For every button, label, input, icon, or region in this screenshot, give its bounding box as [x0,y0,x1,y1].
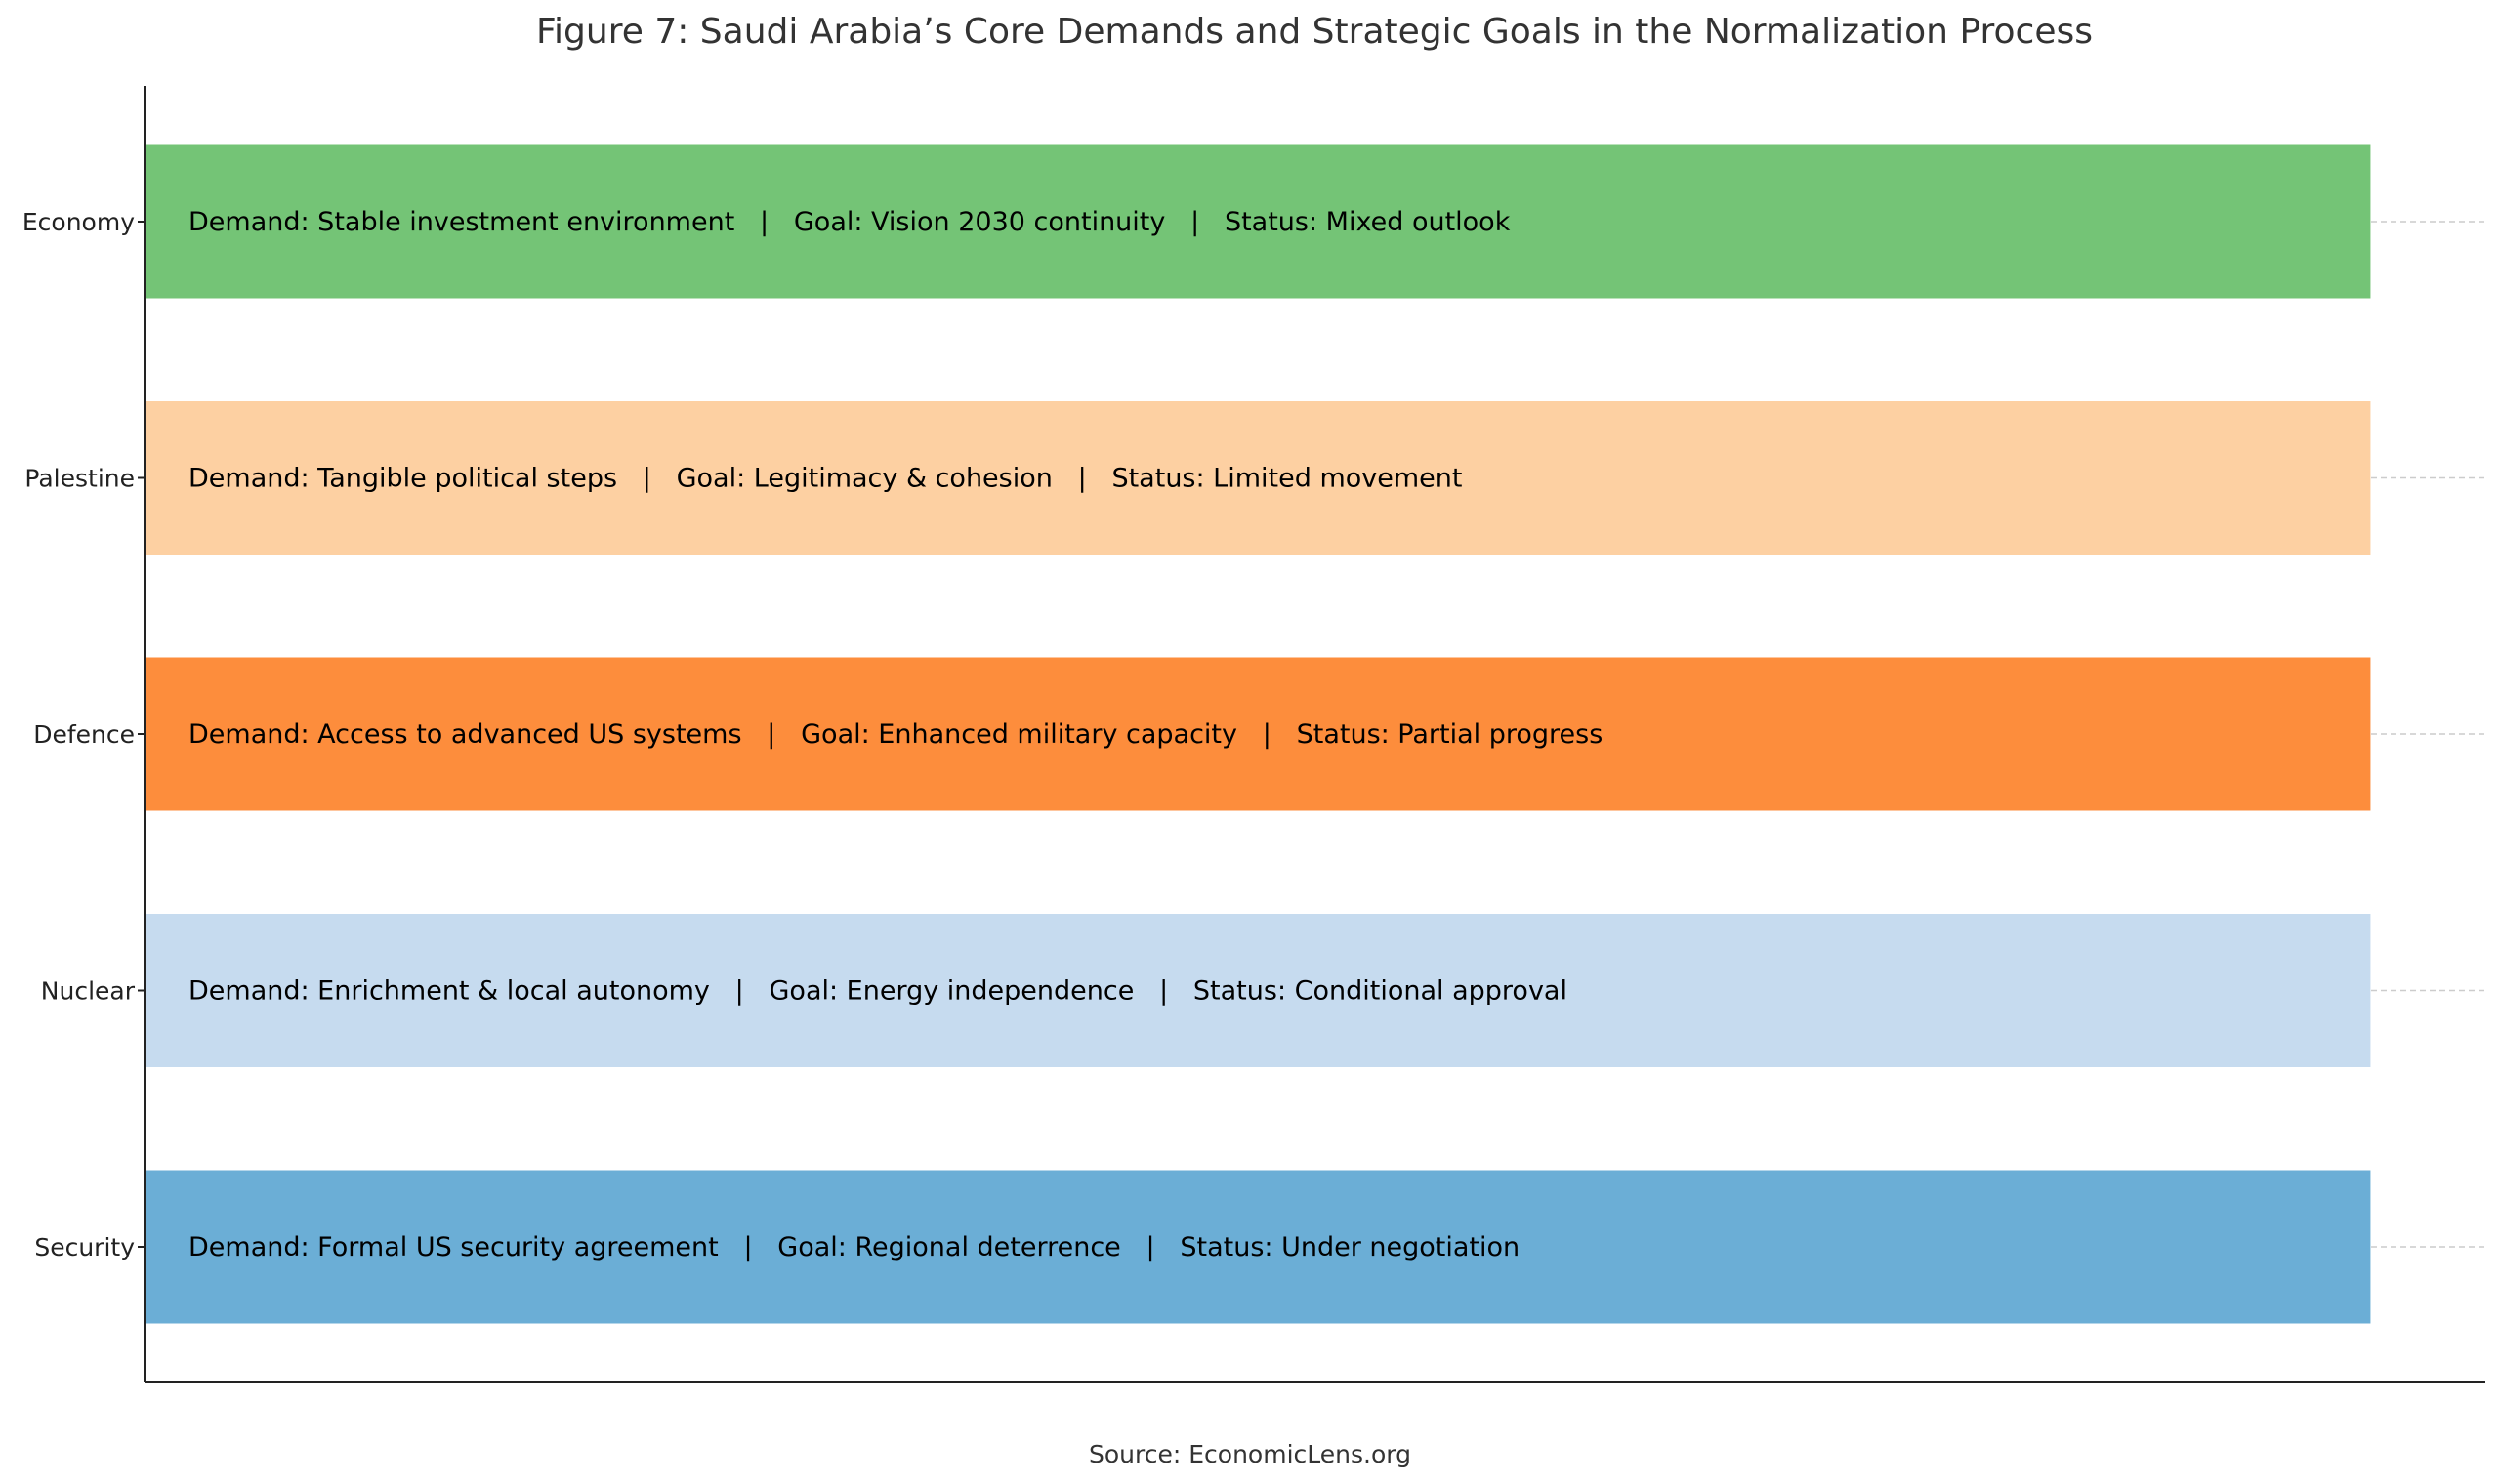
bar-label: Demand: Tangible political steps | Goal: Legitimacy & cohesion | Status: Limited movement [188,463,1463,494]
y-tick-label: Security [34,1233,135,1261]
bar-label: Demand: Access to advanced US systems | Goal: Enhanced military capacity | Status: Partial progress [188,720,1604,750]
y-tick-label: Defence [33,721,135,749]
bar-label: Demand: Enrichment & local autonomy | Goal: Energy independence | Status: Conditional approval [188,975,1567,1007]
y-ticks [22,208,145,1261]
y-tick-label: Palestine [24,464,135,493]
bar-label: Demand: Stable investment environment | Goal: Vision 2030 continuity | Status: Mixed outlook [188,207,1511,237]
chart-title: Figure 7: Saudi Arabia’s Core Demands and Strategic Goals in the Normalization Process [535,12,2094,52]
y-tick-label: Economy [21,208,135,236]
bar-label: Demand: Formal US security agreement | Goal: Regional deterrence | Status: Under negotiation [188,1232,1521,1262]
y-tick-label: Nuclear [40,976,135,1006]
bar-labels [188,207,1603,1262]
source-note: Source: EconomicLens.org [1089,1440,1411,1468]
